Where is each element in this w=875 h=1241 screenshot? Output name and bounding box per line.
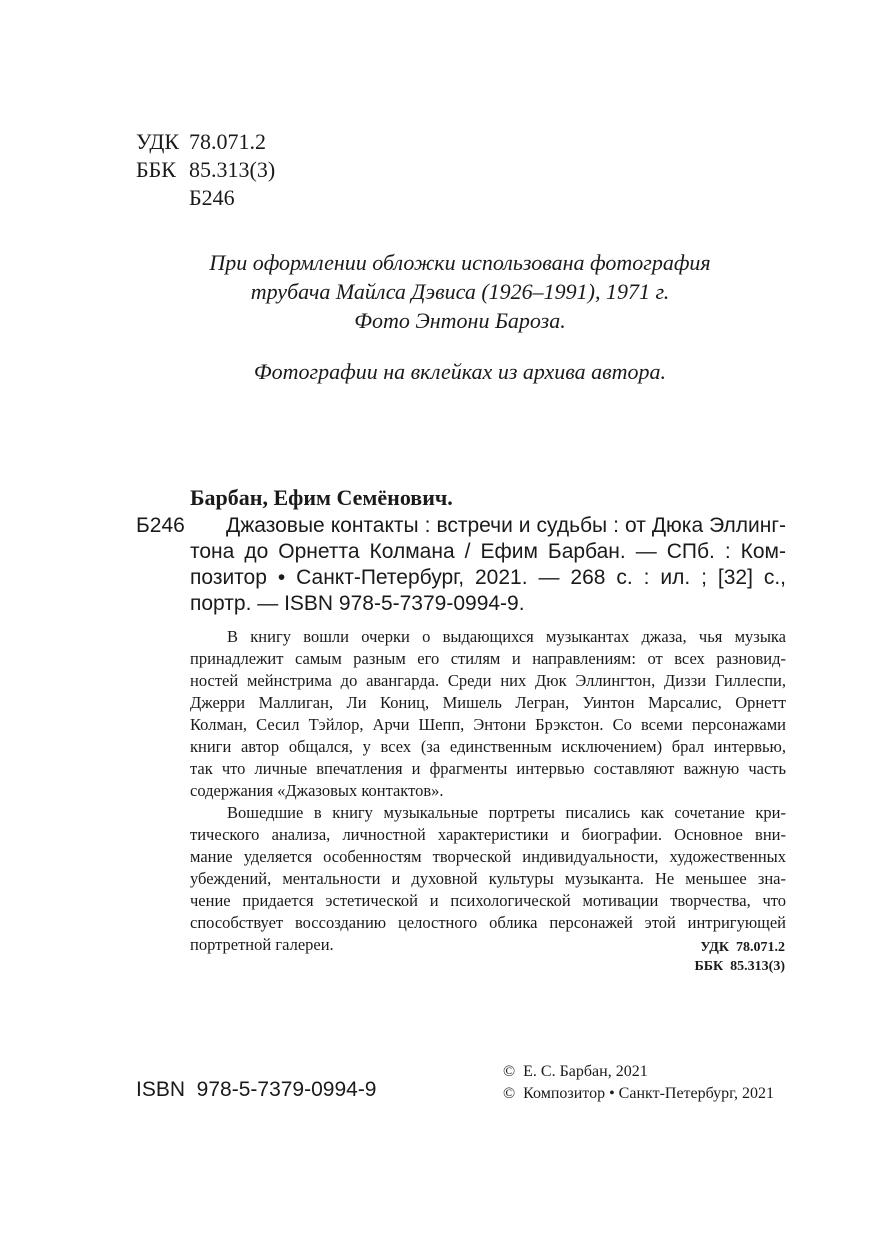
udk-line: [136, 128, 275, 156]
annotation-p2-l6: способствует воссозданию целостного облика персонажей этой интригующей: [190, 913, 786, 932]
bbk-line: [136, 156, 275, 184]
bottom-udk: УДК 78.071.2: [700, 940, 785, 955]
udk-value: 78.071.2: [189, 129, 266, 154]
annotation-p1-l8: содержания «Джазовых контактов».: [190, 781, 444, 800]
bottom-codes: [695, 938, 786, 976]
cover-note-line-2: трубача Майлса Дэвиса (1926–1991), 1971 г.: [250, 279, 670, 304]
author-mark: Б246: [189, 185, 235, 210]
cover-note-line-3: Фото Энтони Бароза.: [354, 308, 566, 333]
bbk-label: ББК: [136, 157, 176, 182]
isbn: ISBN 978-5-7379-0994-9: [136, 1078, 377, 1101]
card-line-4: портр. — ISBN 978-5-7379-0994-9.: [190, 592, 525, 615]
udk-label: УДК: [136, 129, 180, 154]
copyright-block: [503, 1061, 774, 1105]
annotation-p1-l6: книги автор общался, у всех (за единственным исключением) брал интервью,: [190, 737, 786, 756]
annotation-p2-l1: Вошедшие в книгу музыкальные портреты писались как сочетание кри-: [227, 803, 786, 822]
annotation-p1-l5: Колман, Сесил Тэйлор, Арчи Шепп, Энтони Брэкстон. Со всеми персонажами: [190, 715, 786, 734]
annotation-p2-l7: портретной галереи.: [190, 935, 334, 954]
copyright-author: © Е. С. Барбан, 2021: [503, 1063, 648, 1080]
card-line-1: Джазовые контакты : встречи и судьбы : от Дюка Эллинг-: [226, 514, 786, 537]
annotation-p2-l5: чение придается эстетической и психологической мотивации творчества, что: [190, 891, 786, 910]
annotation-p1-l3: ностей мейнстрима до авангарда. Среди них Дюк Эллингтон, Диззи Гиллеспи,: [190, 671, 786, 690]
annotation-p2-l4: убеждений, ментальности и духовной культуры музыканта. Не меньшее зна-: [190, 869, 786, 888]
cover-note-line-1: При оформлении обложки использована фотография: [209, 250, 711, 275]
annotation-p1-l7: так что личные впечатления и фрагменты интервью составляют важную часть: [190, 759, 786, 778]
annotation-p1-l2: принадлежит самым разным его стилям и направлениям: от всех разновид-: [190, 649, 786, 668]
cover-photo-note: [0, 248, 875, 335]
copyright-publisher: © Композитор • Санкт-Петербург, 2021: [503, 1085, 774, 1102]
card-author: Барбан, Ефим Семёнович.: [190, 485, 453, 510]
card-code: Б246: [136, 514, 185, 537]
annotation-p1-l1: В книгу вошли очерки о выдающихся музыкантах джаза, чья музыка: [227, 627, 786, 646]
bottom-bbk: ББК 85.313(3): [694, 959, 785, 974]
annotation-p2-l2: тического анализа, личностной характеристики и биографии. Основное вни-: [190, 825, 786, 844]
inserts-photo-note: [0, 357, 875, 386]
annotation: [190, 626, 786, 956]
classification-block: [136, 128, 275, 212]
card-line-2: тона до Орнетта Колмана / Ефим Барбан. — СПб. : Ком-: [190, 540, 786, 563]
annotation-p1-l4: Джерри Маллиган, Ли Кониц, Мишель Легран, Уинтон Марсалис, Орнетт: [190, 693, 786, 712]
card-line-3: позитор • Санкт-Петербург, 2021. — 268 с. : ил. ; [32] с.,: [190, 566, 786, 589]
cover-note-line-4: Фотографии на вклейках из архива автора.: [253, 359, 667, 384]
author-mark-line: [136, 184, 275, 212]
annotation-p2-l3: мание уделяется особенностям творческой индивидуальности, художественных: [190, 847, 786, 866]
card-description: [190, 513, 786, 617]
bbk-value: 85.313(3): [189, 157, 276, 182]
